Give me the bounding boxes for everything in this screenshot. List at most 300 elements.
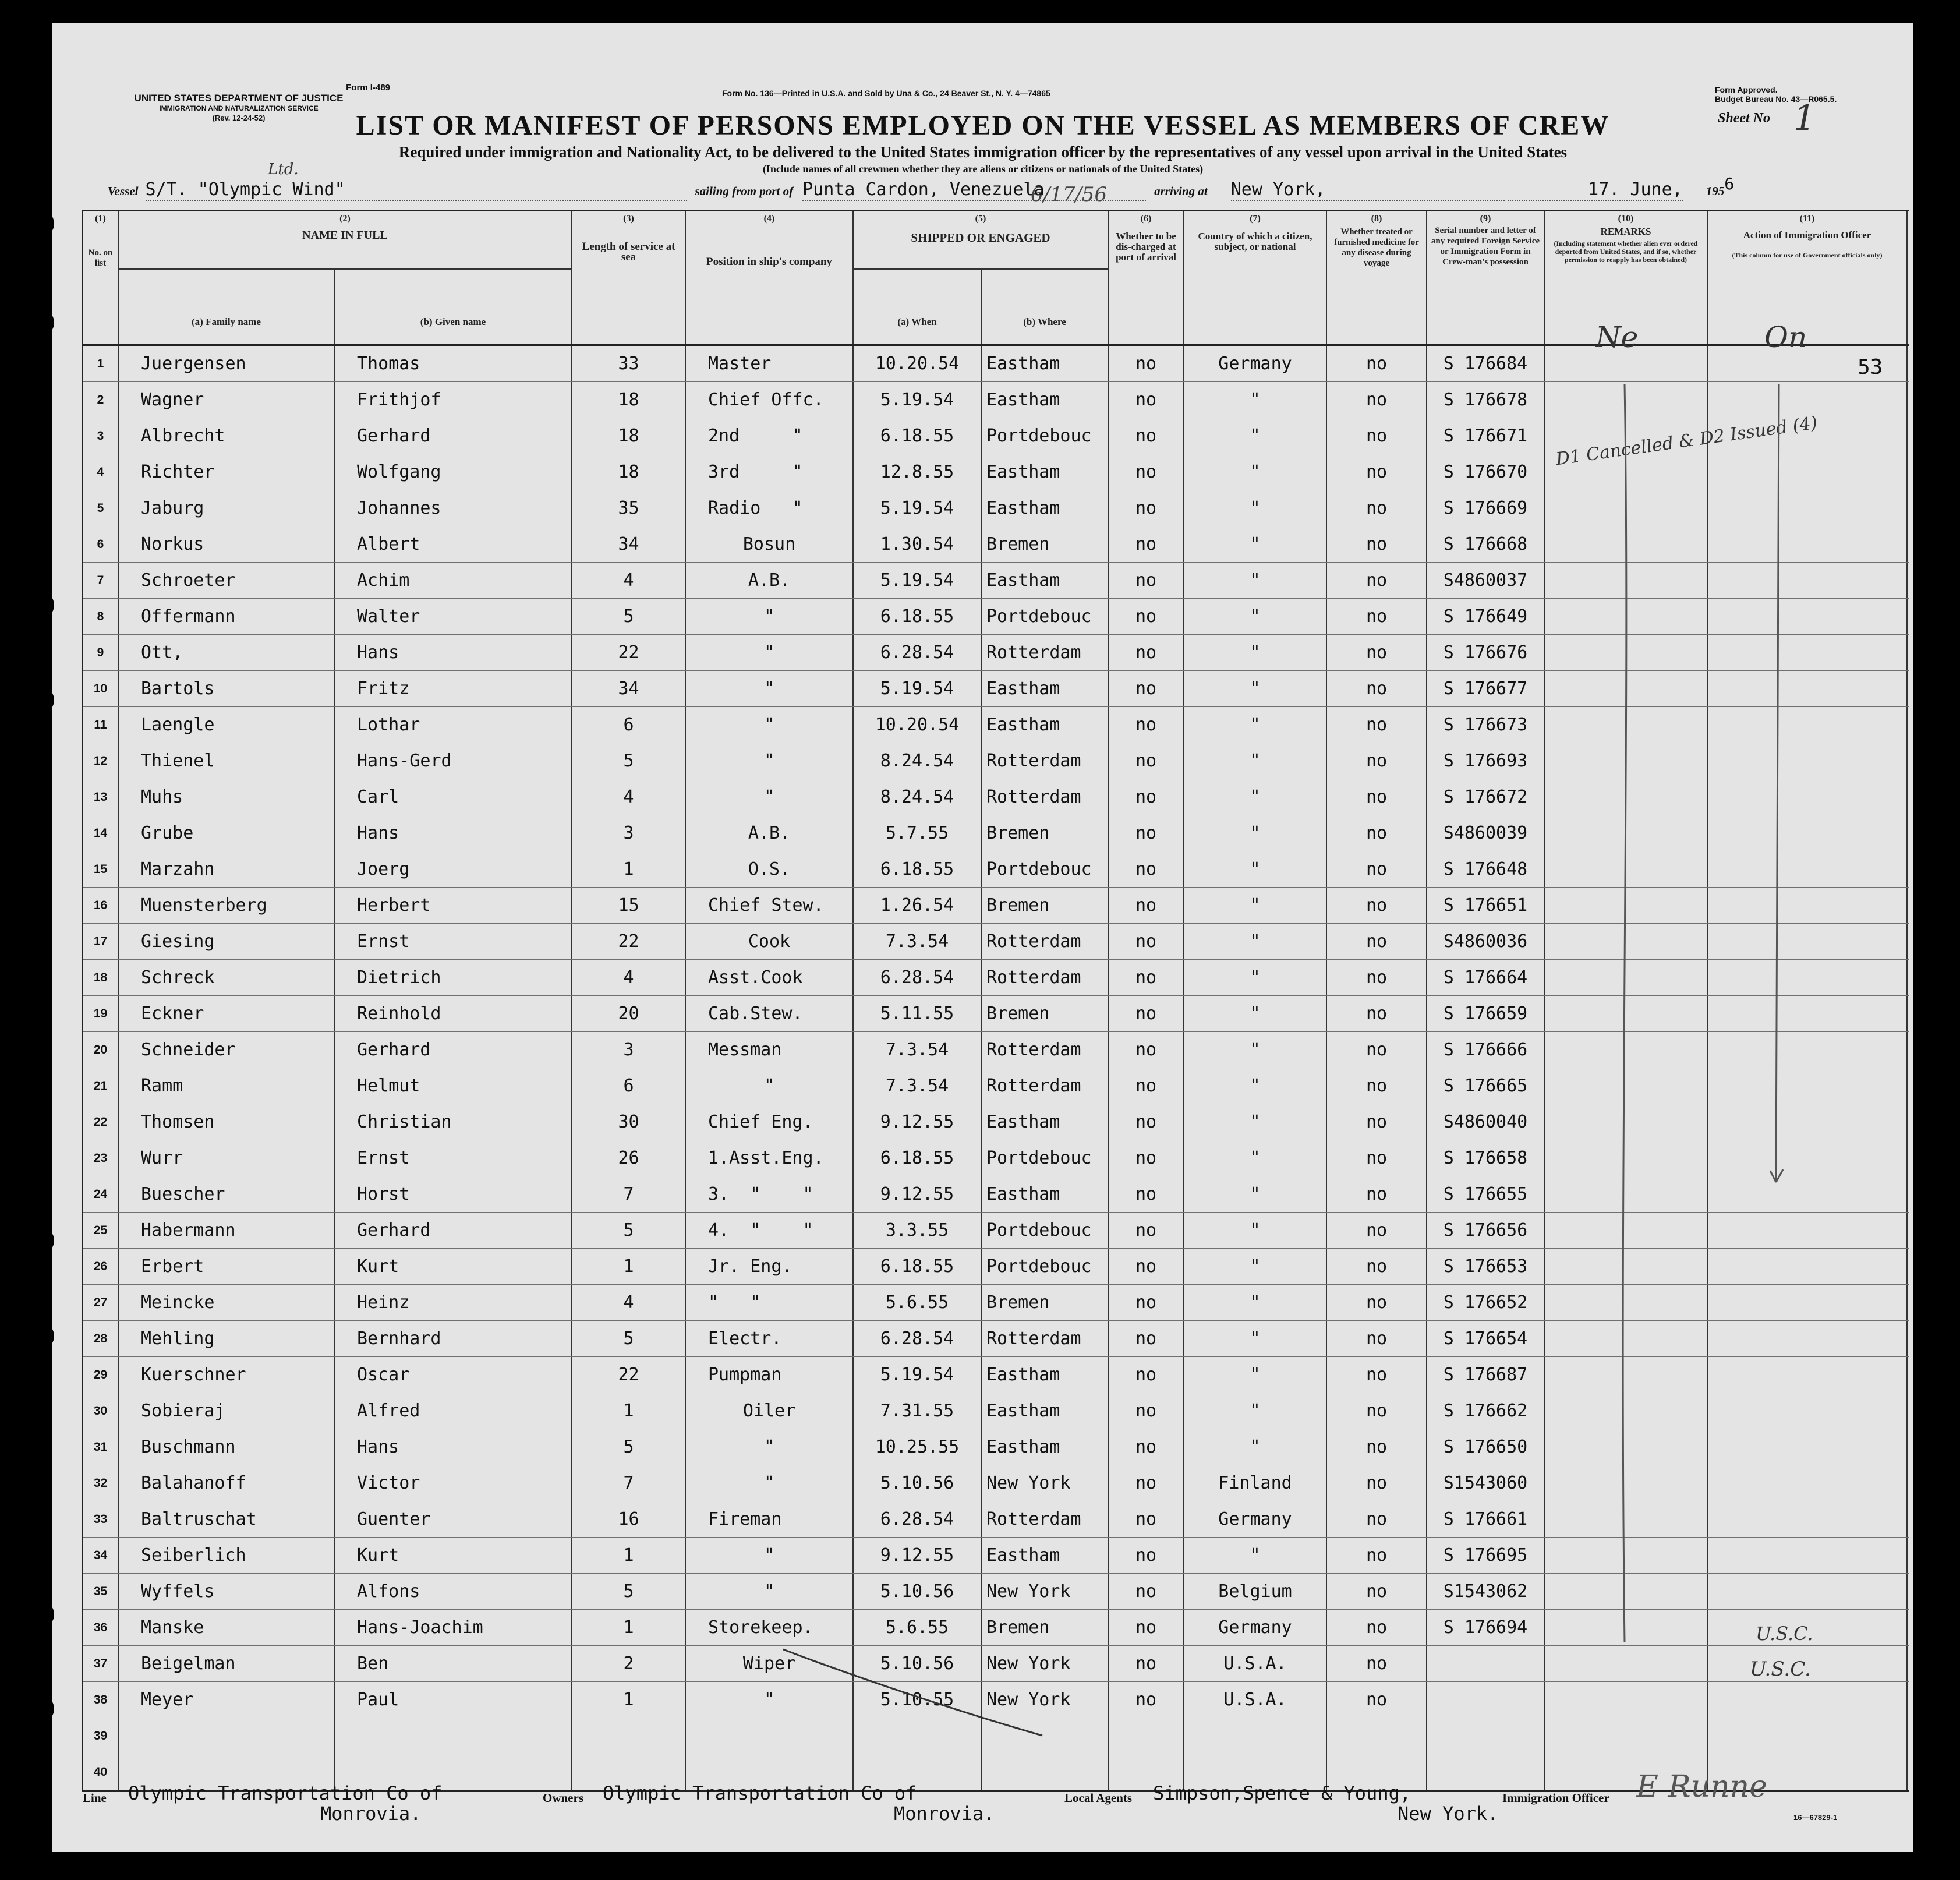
manifest-title: LIST OR MANIFEST OF PERSONS EMPLOYED ON THE VESSEL AS MEMBERS OF CREW [356, 110, 1610, 141]
cell-position: " [686, 1538, 854, 1573]
cell-family: Giesing [119, 924, 335, 959]
cell-when: 6.18.55 [854, 418, 982, 454]
cell-no: 36 [83, 1610, 119, 1645]
cell-length: 1 [572, 1393, 686, 1429]
remarks-note-row4: D1 Cancelled & D2 Issued (4) [1554, 412, 1819, 470]
owners-value: Olympic Transportation Co of [603, 1782, 917, 1804]
cell-length: 35 [572, 490, 686, 526]
cell-where: New York [982, 1574, 1109, 1609]
cell-no: 25 [83, 1213, 119, 1248]
cell-where: Bremen [982, 815, 1109, 851]
cell-no: 5 [83, 490, 119, 526]
cell-treated: no [1327, 707, 1427, 743]
cell-country: " [1184, 418, 1327, 454]
owners-value-2: Monrovia. [894, 1803, 995, 1825]
cell-position: " [686, 743, 854, 779]
cell-serial: S 176676 [1427, 635, 1545, 670]
cell-serial: S 176684 [1427, 346, 1545, 381]
cell-discharged: no [1109, 526, 1184, 562]
cell-country: " [1184, 707, 1327, 743]
cell-family: Bartols [119, 671, 335, 706]
cell-country: " [1184, 1140, 1327, 1176]
cell-no: 14 [83, 815, 119, 851]
arriving-label: arriving at [1154, 184, 1208, 198]
cell-treated: no [1327, 1393, 1427, 1429]
cell-discharged: no [1109, 490, 1184, 526]
service: IMMIGRATION AND NATURALIZATION SERVICE [159, 104, 319, 112]
cell-treated: no [1327, 1140, 1427, 1176]
cell-no: 2 [83, 382, 119, 418]
cell-family: Schreck [119, 960, 335, 995]
cell-family: Albrecht [119, 418, 335, 454]
punch-hole [26, 309, 54, 337]
cell-given: Bernhard [335, 1321, 572, 1356]
cell-discharged: no [1109, 346, 1184, 381]
cell-when: 5.19.54 [854, 382, 982, 418]
form-approved: Form Approved. [1715, 85, 1778, 94]
header-serial: Serial number and letter of any required Foreign Service or Immigration Form in Crew-man's possession [1431, 226, 1540, 267]
cell-family: Balahanoff [119, 1465, 335, 1501]
cell-given: Hans-Gerd [335, 743, 572, 779]
form-number: Form I-489 [346, 83, 390, 93]
header-no: No. on list [88, 248, 113, 268]
cell-given: Ernst [335, 924, 572, 959]
cell-country: " [1184, 599, 1327, 634]
cell-position: Storekeep. [686, 1610, 854, 1645]
cell-given: Johannes [335, 490, 572, 526]
cell-no: 38 [83, 1682, 119, 1718]
cell-treated: no [1327, 563, 1427, 598]
cell-family: Beigelman [119, 1646, 335, 1681]
punch-hole [26, 591, 54, 619]
header-action: Action of Immigration Officer [1743, 229, 1871, 241]
cell-serial: S 176661 [1427, 1501, 1545, 1537]
cell-when: 5.19.54 [854, 1357, 982, 1393]
cell-treated: no [1327, 924, 1427, 959]
cell-position: " [686, 1429, 854, 1465]
cell-treated: no [1327, 1465, 1427, 1501]
handwritten-ltd: Ltd. [268, 161, 299, 178]
header-when: (a) When [854, 270, 982, 344]
cell-where: Rotterdam [982, 1321, 1109, 1356]
cell-country: " [1184, 1176, 1327, 1212]
cell-family: Meincke [119, 1285, 335, 1320]
cell-when: 6.28.54 [854, 1321, 982, 1356]
cell-when: 7.31.55 [854, 1393, 982, 1429]
cell-given: Albert [335, 526, 572, 562]
arrival-port: New York, [1231, 179, 1505, 201]
remarks-mark: Ne [1595, 320, 1639, 354]
cell-discharged: no [1109, 671, 1184, 706]
cell-treated: no [1327, 599, 1427, 634]
cell-when: 5.11.55 [854, 996, 982, 1031]
cell-no: 16 [83, 888, 119, 923]
cell-given: Hans [335, 815, 572, 851]
cell-discharged: no [1109, 1574, 1184, 1609]
cell-given: Wolfgang [335, 454, 572, 490]
cell-where: Bremen [982, 888, 1109, 923]
cell-no: 1 [83, 346, 119, 381]
cell-position: A.B. [686, 815, 854, 851]
cell-given: Victor [335, 1465, 572, 1501]
cell-serial: S 176694 [1427, 1610, 1545, 1645]
cell-discharged: no [1109, 924, 1184, 959]
cell-serial: S1543062 [1427, 1574, 1545, 1609]
cell-family: Seiberlich [119, 1538, 335, 1573]
cell-country: " [1184, 1321, 1327, 1356]
cell-treated: no [1327, 1285, 1427, 1320]
action-mark: On [1764, 320, 1807, 354]
cell-when: 7.3.54 [854, 924, 982, 959]
cell-position: Chief Stew. [686, 888, 854, 923]
cell-length: 33 [572, 346, 686, 381]
cell-when: 5.10.56 [854, 1646, 982, 1681]
cell-family: Offermann [119, 599, 335, 634]
cell-no: 37 [83, 1646, 119, 1681]
cell-family: Marzahn [119, 851, 335, 887]
cell-serial: S 176671 [1427, 418, 1545, 454]
cell-serial: S 176693 [1427, 743, 1545, 779]
cell-length: 7 [572, 1176, 686, 1212]
cell-country: " [1184, 815, 1327, 851]
cell-when: 6.18.55 [854, 851, 982, 887]
cell-discharged: no [1109, 1465, 1184, 1501]
cell-when: 10.20.54 [854, 707, 982, 743]
cell-where: Eastham [982, 1429, 1109, 1465]
cell-given: Frithjof [335, 382, 572, 418]
cell-when: 6.28.54 [854, 960, 982, 995]
cell-where: Eastham [982, 1538, 1109, 1573]
cell-family: Eckner [119, 996, 335, 1031]
cell-discharged: no [1109, 707, 1184, 743]
annotation-lines [52, 23, 1913, 1852]
cell-where: Eastham [982, 454, 1109, 490]
cell-discharged: no [1109, 851, 1184, 887]
cell-treated: no [1327, 490, 1427, 526]
cell-given: Carl [335, 779, 572, 815]
cell-serial: S 176652 [1427, 1285, 1545, 1320]
cell-given: Gerhard [335, 418, 572, 454]
agents-value: Simpson,Spence & Young, [1153, 1782, 1411, 1804]
cell-serial: S 176669 [1427, 490, 1545, 526]
cell-treated: no [1327, 635, 1427, 670]
cell-position: " [686, 1682, 854, 1718]
cell-length: 1 [572, 1538, 686, 1573]
cell-length: 34 [572, 671, 686, 706]
action-usc-38: U.S.C. [1750, 1658, 1811, 1681]
cell-country: " [1184, 743, 1327, 779]
cell-discharged: no [1109, 743, 1184, 779]
cell-treated: no [1327, 815, 1427, 851]
cell-when: 1.26.54 [854, 888, 982, 923]
cell-length: 1 [572, 851, 686, 887]
sailing-label: sailing from port of [695, 184, 794, 198]
cell-length: 5 [572, 599, 686, 634]
cell-position: Fireman [686, 1501, 854, 1537]
cell-when: 9.12.55 [854, 1176, 982, 1212]
cell-given: Hans [335, 1429, 572, 1465]
cell-discharged: no [1109, 996, 1184, 1031]
cell-no: 29 [83, 1357, 119, 1393]
cell-serial: S1543060 [1427, 1465, 1545, 1501]
cell-serial: S4860040 [1427, 1104, 1545, 1140]
cell-position: A.B. [686, 563, 854, 598]
cell-when: 5.6.55 [854, 1285, 982, 1320]
cell-length: 18 [572, 418, 686, 454]
cell-where: Rotterdam [982, 635, 1109, 670]
cell-where: Bremen [982, 526, 1109, 562]
cell-position: Electr. [686, 1321, 854, 1356]
cell-given: Dietrich [335, 960, 572, 995]
cell-no: 34 [83, 1538, 119, 1573]
cell-treated: no [1327, 1646, 1427, 1681]
header-given: (b) Given name [335, 270, 572, 344]
cell-position: " [686, 1465, 854, 1501]
col-num: (8) [1371, 214, 1382, 224]
manifest-sheet [52, 23, 1913, 1852]
cell-country: " [1184, 671, 1327, 706]
cell-serial: S 176659 [1427, 996, 1545, 1031]
owners-label: Owners [543, 1791, 583, 1805]
header-shipped: SHIPPED OR ENGAGED [911, 231, 1050, 245]
cell-serial: S 176651 [1427, 888, 1545, 923]
margin-number: 53 [1858, 355, 1883, 379]
cell-family: Juergensen [119, 346, 335, 381]
col-num: (7) [1250, 214, 1261, 224]
cell-family: Erbert [119, 1249, 335, 1284]
cell-when: 3.3.55 [854, 1213, 982, 1248]
cell-where: Eastham [982, 671, 1109, 706]
cell-when: 5.19.54 [854, 671, 982, 706]
cell-treated: no [1327, 1682, 1427, 1718]
cell-where: Rotterdam [982, 1068, 1109, 1104]
cell-no: 6 [83, 526, 119, 562]
cell-given: Paul [335, 1682, 572, 1718]
cell-country: " [1184, 1213, 1327, 1248]
cell-treated: no [1327, 1574, 1427, 1609]
cell-no: 10 [83, 671, 119, 706]
cell-where: Eastham [982, 1176, 1109, 1212]
cell-discharged: no [1109, 418, 1184, 454]
cell-where: Bremen [982, 1610, 1109, 1645]
cell-no: 39 [83, 1718, 119, 1754]
cell-family: Grube [119, 815, 335, 851]
cell-no: 28 [83, 1321, 119, 1356]
cell-country: " [1184, 888, 1327, 923]
cell-serial: S 176664 [1427, 960, 1545, 995]
cell-when: 8.24.54 [854, 743, 982, 779]
cell-position: Wiper [686, 1646, 854, 1681]
cell-family: Schneider [119, 1032, 335, 1068]
agents-value-2: New York. [1398, 1803, 1499, 1825]
cell-when: 5.6.55 [854, 1610, 982, 1645]
cell-discharged: no [1109, 1682, 1184, 1718]
cell-length: 3 [572, 1032, 686, 1068]
cell-given: Guenter [335, 1501, 572, 1537]
revision: (Rev. 12-24-52) [212, 114, 266, 122]
cell-when: 7.3.54 [854, 1032, 982, 1068]
cell-serial: S 176656 [1427, 1213, 1545, 1248]
cell-where: Eastham [982, 490, 1109, 526]
cell-treated: no [1327, 1357, 1427, 1393]
cell-given: Helmut [335, 1068, 572, 1104]
cell-serial: S 176670 [1427, 454, 1545, 490]
cell-given: Ben [335, 1646, 572, 1681]
cell-country: " [1184, 1249, 1327, 1284]
punch-hole [26, 1227, 54, 1254]
cell-where: Rotterdam [982, 743, 1109, 779]
cell-length: 22 [572, 635, 686, 670]
cell-length: 3 [572, 815, 686, 851]
cell-treated: no [1327, 888, 1427, 923]
header-treated: Whether treated or furnished medicine for any disease during voyage [1334, 227, 1419, 268]
cell-no: 27 [83, 1285, 119, 1320]
cell-country: " [1184, 454, 1327, 490]
cell-discharged: no [1109, 779, 1184, 815]
cell-country: " [1184, 1032, 1327, 1068]
cell-length: 34 [572, 526, 686, 562]
line-value-2: Monrovia. [320, 1803, 422, 1825]
cell-where: Bremen [982, 996, 1109, 1031]
col-num: (10) [1618, 214, 1634, 224]
cell-country: " [1184, 779, 1327, 815]
cell-treated: no [1327, 454, 1427, 490]
cell-discharged: no [1109, 1610, 1184, 1645]
cell-length: 4 [572, 960, 686, 995]
cell-country: Germany [1184, 346, 1327, 381]
cell-when: 5.10.55 [854, 1682, 982, 1718]
cell-no: 4 [83, 454, 119, 490]
cell-no: 32 [83, 1465, 119, 1501]
cell-given: Achim [335, 563, 572, 598]
col-num: (2) [339, 214, 351, 224]
cell-discharged: no [1109, 1321, 1184, 1356]
header-length: Length of service at sea [582, 241, 675, 263]
cell-discharged: no [1109, 1249, 1184, 1284]
cell-length: 7 [572, 1465, 686, 1501]
cell-when: 6.18.55 [854, 599, 982, 634]
department: UNITED STATES DEPARTMENT OF JUSTICE [134, 93, 344, 104]
cell-no: 13 [83, 779, 119, 815]
header-remarks: REMARKS [1600, 226, 1651, 237]
cell-where: Portdebouc [982, 599, 1109, 634]
cell-family: Buescher [119, 1176, 335, 1212]
cell-treated: no [1327, 1501, 1427, 1537]
cell-discharged: no [1109, 382, 1184, 418]
cell-position: Cab.Stew. [686, 996, 854, 1031]
cell-country: " [1184, 851, 1327, 887]
cell-serial: S 176654 [1427, 1321, 1545, 1356]
cell-family: Wyffels [119, 1574, 335, 1609]
cell-where: Eastham [982, 1357, 1109, 1393]
cell-country: Finland [1184, 1465, 1327, 1501]
cell-where: New York [982, 1646, 1109, 1681]
cell-position: Master [686, 346, 854, 381]
cell-treated: no [1327, 1068, 1427, 1104]
cell-where: Rotterdam [982, 924, 1109, 959]
cell-where: New York [982, 1465, 1109, 1501]
cell-treated: no [1327, 960, 1427, 995]
cell-serial: S 176673 [1427, 707, 1545, 743]
cell-given: Hans [335, 635, 572, 670]
col-num: (9) [1480, 214, 1491, 224]
cell-length: 16 [572, 1501, 686, 1537]
cell-given: Lothar [335, 707, 572, 743]
cell-serial: S 176666 [1427, 1032, 1545, 1068]
cell-serial: S 176695 [1427, 1538, 1545, 1573]
cell-given: Fritz [335, 671, 572, 706]
form-code: 16—67829-1 [1793, 1813, 1838, 1822]
cell-discharged: no [1109, 454, 1184, 490]
cell-family: Wurr [119, 1140, 335, 1176]
punch-hole [26, 686, 54, 714]
cell-no: 11 [83, 707, 119, 743]
cell-position: Cook [686, 924, 854, 959]
cell-discharged: no [1109, 1646, 1184, 1681]
cell-country: " [1184, 1429, 1327, 1465]
cell-country: " [1184, 635, 1327, 670]
punch-hole [26, 210, 54, 238]
cell-no: 18 [83, 960, 119, 995]
cell-length: 26 [572, 1140, 686, 1176]
cell-country: Germany [1184, 1610, 1327, 1645]
cell-position: 2nd " [686, 418, 854, 454]
sheet-label: Sheet No [1718, 111, 1770, 126]
cell-when: 6.18.55 [854, 1140, 982, 1176]
cell-no: 8 [83, 599, 119, 634]
cell-country: " [1184, 1357, 1327, 1393]
cell-no: 26 [83, 1249, 119, 1284]
col-num: (11) [1799, 214, 1815, 224]
cell-discharged: no [1109, 1032, 1184, 1068]
cell-when: 5.7.55 [854, 815, 982, 851]
header-where: (b) Where [982, 270, 1109, 344]
cell-when: 6.28.54 [854, 1501, 982, 1537]
cell-country: " [1184, 1393, 1327, 1429]
cell-when: 5.19.54 [854, 490, 982, 526]
cell-length: 4 [572, 779, 686, 815]
cell-length: 18 [572, 382, 686, 418]
cell-family: Muensterberg [119, 888, 335, 923]
cell-position: " [686, 599, 854, 634]
cell-serial: S 176677 [1427, 671, 1545, 706]
manifest-subtitle: Required under immigration and Nationality Act, to be delivered to the United States immigration officer by the representatives of any vessel upon arrival in the United States [398, 143, 1568, 161]
cell-given: Horst [335, 1176, 572, 1212]
cell-length: 20 [572, 996, 686, 1031]
arrival-date: 17. June, [1508, 179, 1683, 201]
cell-no: 12 [83, 743, 119, 779]
cell-family: Schroeter [119, 563, 335, 598]
cell-when: 6.28.54 [854, 635, 982, 670]
cell-treated: no [1327, 418, 1427, 454]
cell-discharged: no [1109, 1429, 1184, 1465]
cell-treated: no [1327, 526, 1427, 562]
cell-position: Chief Eng. [686, 1104, 854, 1140]
cell-serial: S 176655 [1427, 1176, 1545, 1212]
officer-label: Immigration Officer [1502, 1791, 1609, 1805]
cell-no: 15 [83, 851, 119, 887]
header-family: (a) Family name [119, 270, 335, 344]
cell-when: 7.3.54 [854, 1068, 982, 1104]
cell-treated: no [1327, 346, 1427, 381]
year-digit: 6 [1724, 174, 1735, 193]
cell-length: 4 [572, 563, 686, 598]
cell-family: Wagner [119, 382, 335, 418]
cell-where: Eastham [982, 346, 1109, 381]
cell-position: 1.Asst.Eng. [686, 1140, 854, 1176]
cell-given: Walter [335, 599, 572, 634]
cell-discharged: no [1109, 1140, 1184, 1176]
